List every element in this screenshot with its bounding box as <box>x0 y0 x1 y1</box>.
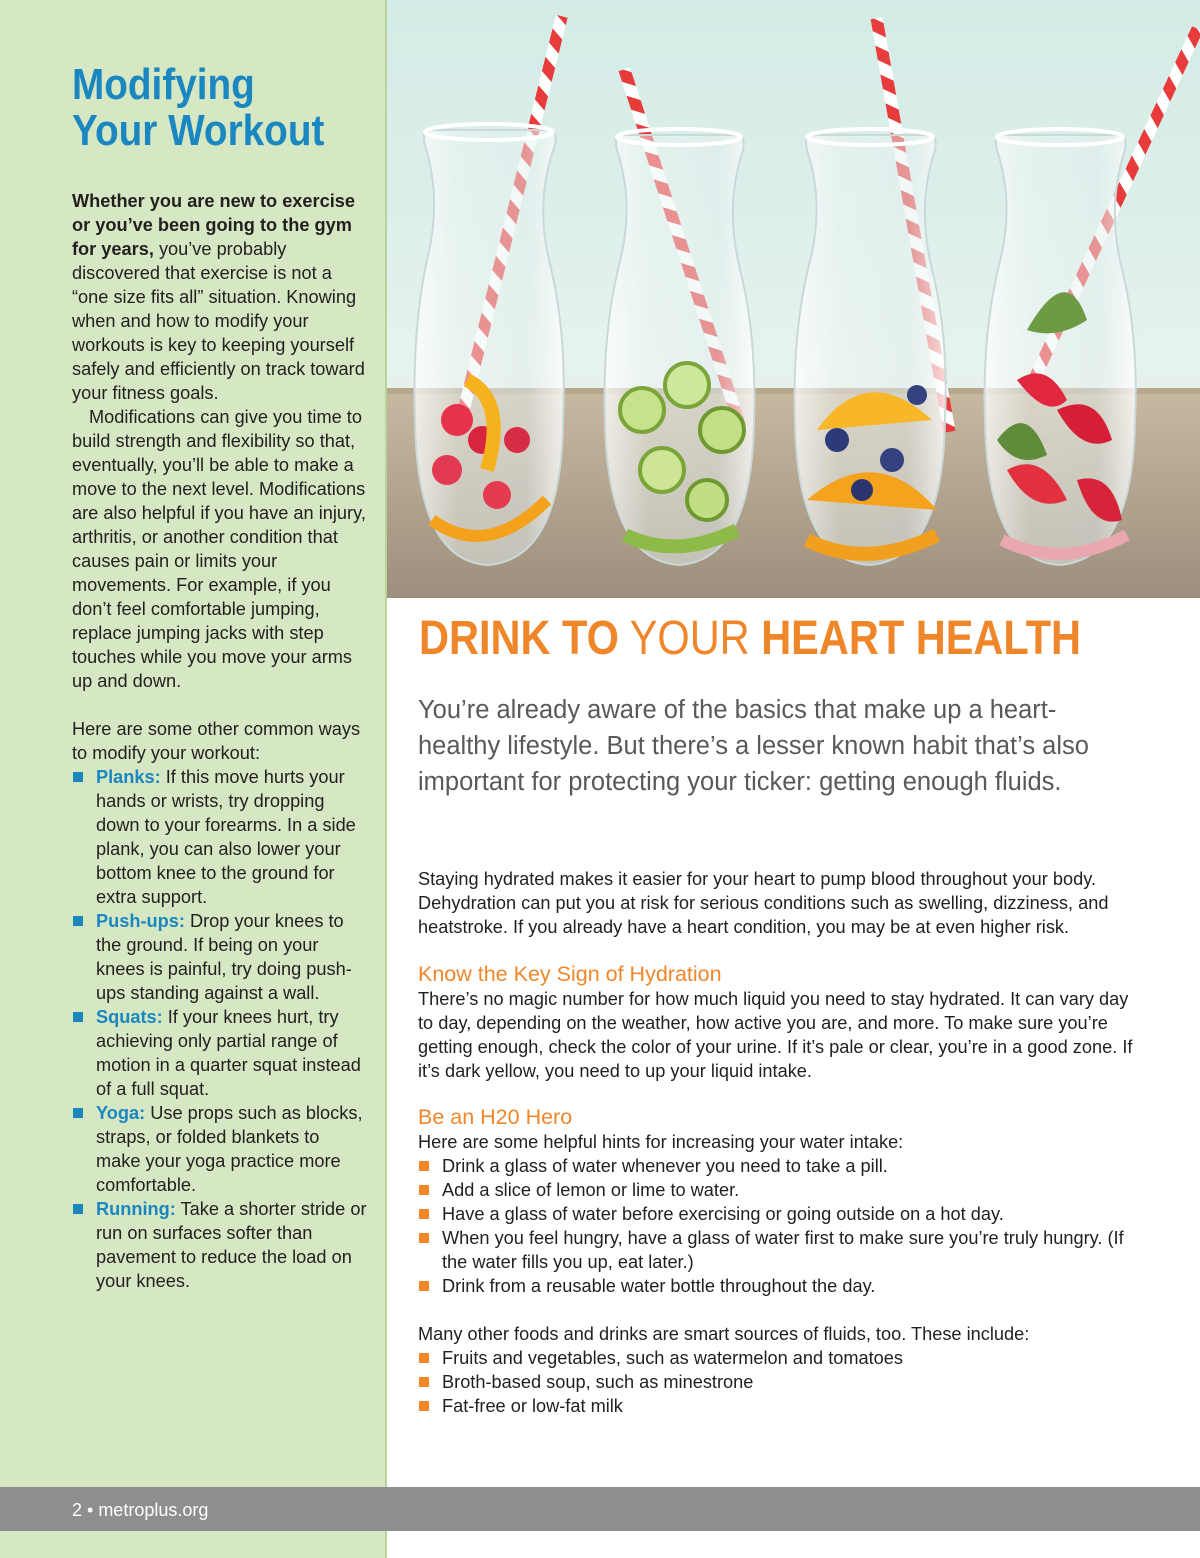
square-bullet-icon <box>419 1161 429 1171</box>
sidebar-title-line1: Modifying <box>72 60 255 109</box>
sidebar-paragraph-1 <box>72 189 367 405</box>
square-bullet-icon <box>419 1281 429 1291</box>
list-item <box>418 1154 1148 1178</box>
list-item <box>418 1394 1148 1418</box>
list-item-text: Take a shorter stride or run on surfaces softer than pavement to reduce the load on your knees. <box>96 1199 367 1291</box>
list-item-term: Push-ups: <box>96 911 185 931</box>
list-item-term: Running: <box>96 1199 176 1219</box>
sidebar-list-intro: Here are some other common ways to modify your workout: <box>72 719 361 763</box>
article-intro: You’re already aware of the basics that make up a heart-healthy lifestyle. But there’s a lesser known habit that’s also important for protecting your ticker: getting enough fluids. <box>418 696 1089 796</box>
sidebar-lead: Whether you are new to exercise or you’ve been going to the gym for years, <box>72 191 356 259</box>
list-item-text: If your knees hurt, try achieving only partial range of motion in a quarter squat instead of a full squat. <box>96 1007 361 1099</box>
list-item <box>418 1178 1148 1202</box>
list-item <box>418 1370 1148 1394</box>
square-bullet-icon <box>419 1377 429 1387</box>
bottle-cucumber <box>605 67 755 565</box>
list-item <box>72 765 367 909</box>
headline-part-1: DRINK TO <box>419 612 619 665</box>
list-item-text: Fat-free or low-fat milk <box>442 1396 623 1416</box>
article-paragraph-1: Staying hydrated makes it easier for your heart to pump blood throughout your body. Dehydration can put you at risk for serious conditions such as swelling, dizziness, and heatstroke. If you already have a heart condition, you may be at even higher risk. <box>418 869 1109 937</box>
article-headline <box>419 612 1082 666</box>
list-item-text: Fruits and vegetables, such as watermelon and tomatoes <box>442 1348 904 1368</box>
section-heading-hydration-sign: Know the Key Sign of Hydration <box>418 962 722 986</box>
fluid-sources-intro: Many other foods and drinks are smart sources of fluids, too. These include: <box>418 1324 1030 1344</box>
list-item-term: Squats: <box>96 1007 163 1027</box>
list-item <box>72 1197 367 1293</box>
square-bullet-icon <box>419 1401 429 1411</box>
list-item-text: Broth-based soup, such as minestrone <box>442 1372 754 1392</box>
section-heading-h20-hero: Be an H20 Hero <box>418 1105 573 1129</box>
footer-page-number: 2 • metroplus.org <box>72 1500 209 1520</box>
list-item <box>418 1274 1148 1298</box>
sidebar-panel <box>0 0 387 1558</box>
sidebar-paragraph-1-text: you’ve probably discovered that exercise is not a “one size fits all” situation. Knowing when and how to modify your workouts is key to keeping yourself safely and efficiently on track toward your fitness goals. <box>72 239 365 403</box>
workout-modifications-list <box>72 765 367 1293</box>
square-bullet-icon <box>73 916 83 926</box>
list-item <box>418 1202 1148 1226</box>
section-hydration-sign-text: There’s no magic number for how much liquid you need to stay hydrated. It can vary day to day, depending on the weather, how active you are, and more. To make sure you’re getting enough, check the color of your urine. If it’s pale or clear, you’re in a good zone. If it’s dark yellow, you need to up your liquid intake. <box>418 989 1133 1081</box>
list-item-text: Drink from a reusable water bottle throughout the day. <box>442 1276 876 1296</box>
list-item-text: Drink a glass of water whenever you need to take a pill. <box>442 1156 888 1176</box>
square-bullet-icon <box>419 1185 429 1195</box>
sidebar-title-line2: Your Workout <box>72 106 325 155</box>
list-item-text: Use props such as blocks, straps, or folded blankets to make your yoga practice more comfortable. <box>96 1103 363 1195</box>
square-bullet-icon <box>73 772 83 782</box>
square-bullet-icon <box>73 1204 83 1214</box>
sidebar-title <box>72 62 336 154</box>
list-item-term: Planks: <box>96 767 161 787</box>
list-item-term: Yoga: <box>96 1103 146 1123</box>
list-item <box>72 909 367 1005</box>
list-item-text: If this move hurts your hands or wrists, try dropping down to your forearms. In a side plank, you can also lower your bottom knee to the ground for extra support. <box>96 767 356 907</box>
water-intake-hints-list <box>418 1154 1148 1298</box>
list-item <box>72 1101 367 1197</box>
square-bullet-icon <box>419 1209 429 1219</box>
section-h20-hero-intro: Here are some helpful hints for increasing your water intake: <box>418 1132 904 1152</box>
infused-water-bottles-photo <box>387 0 1200 598</box>
list-item <box>72 1005 367 1101</box>
headline-part-2: YOUR <box>618 612 762 665</box>
square-bullet-icon <box>73 1108 83 1118</box>
list-item-text: Have a glass of water before exercising or going outside on a hot day. <box>442 1204 1004 1224</box>
list-item-text: When you feel hungry, have a glass of water first to make sure you’re truly hungry. (If the water fills you up, eat later.) <box>442 1228 1124 1272</box>
fluid-sources-list <box>418 1346 1148 1418</box>
sidebar-body <box>72 189 367 1293</box>
list-item-text: Drop your knees to the ground. If being on your knees is painful, try doing push-ups standing against a wall. <box>96 911 352 1003</box>
square-bullet-icon <box>73 1012 83 1022</box>
list-item-text: Add a slice of lemon or lime to water. <box>442 1180 740 1200</box>
list-item <box>418 1226 1148 1274</box>
square-bullet-icon <box>419 1353 429 1363</box>
sidebar-paragraph-2: Modifications can give you time to build strength and flexibility so that, eventually, you’ll be able to make a move to the next level. Modifications are also helpful if you have an injury, arthritis, or another condition that causes pain or limits your movements. For example, if you don’t feel comfortable jumping, replace jumping jacks with step touches while you move your arms up and down. <box>72 407 366 691</box>
square-bullet-icon <box>419 1233 429 1243</box>
headline-part-3: HEART HEALTH <box>761 612 1082 665</box>
list-item <box>418 1346 1148 1370</box>
article-body <box>418 867 1148 1418</box>
